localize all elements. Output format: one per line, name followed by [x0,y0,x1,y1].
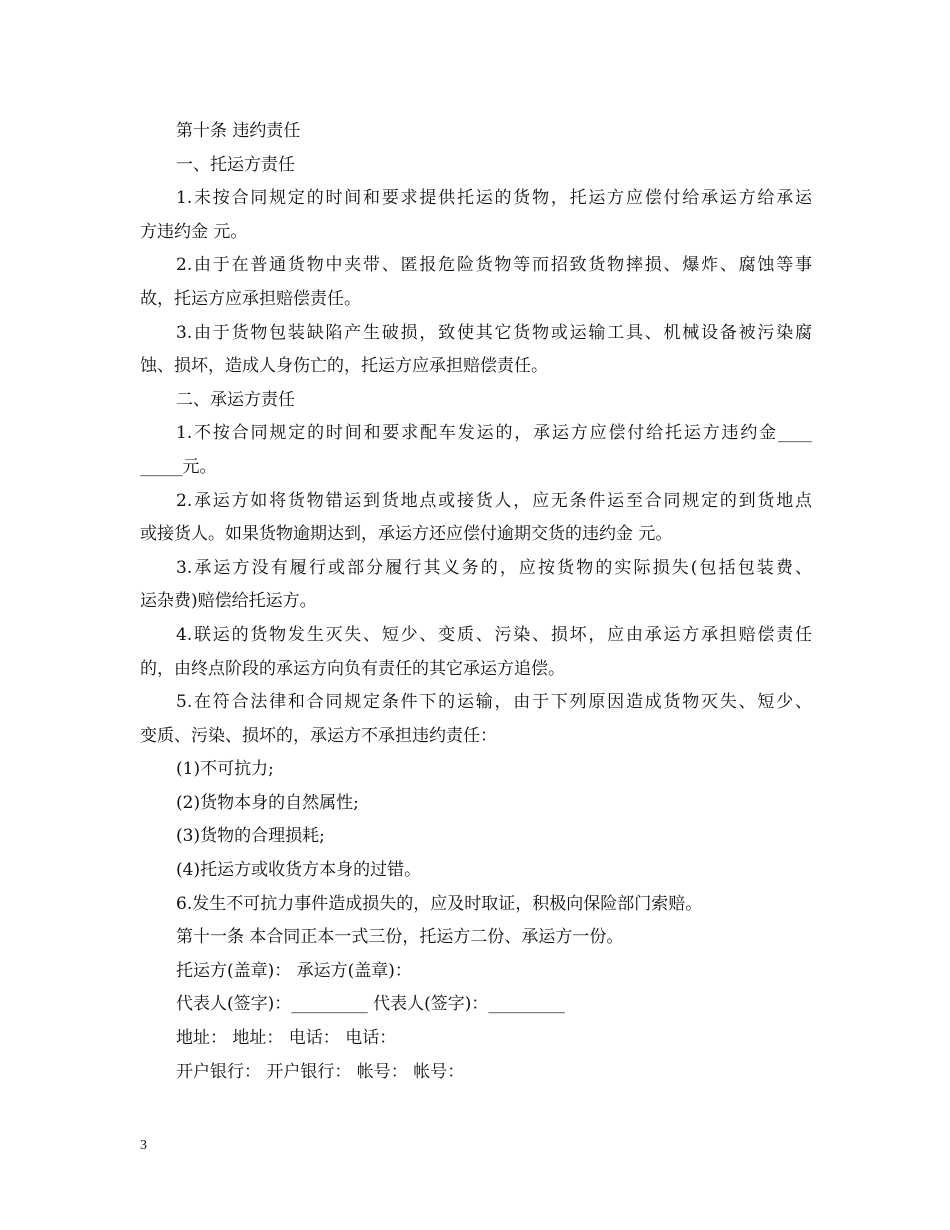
paragraph-line: 4.联运的货物发生灭失、短少、变质、污染、损坏，应由承运方承担赔偿责任 [176,624,812,645]
paragraph-line: 1.未按合同规定的时间和要求提供托运的货物，托运方应偿付给承运方给承运 [176,188,812,209]
section-heading-shipper-liability: 一、托运方责任 [176,154,295,175]
list-item: (1)不可抗力; [176,759,274,780]
document-body [140,115,812,1089]
paragraph-line: 变质、污染、损坏的，承运方不承担违约责任： [140,725,497,746]
page-number: 3 [140,1138,147,1153]
address-phone-line: 地址： 地址： 电话： 电话： [176,1028,397,1049]
section-heading-carrier-liability: 二、承运方责任 [176,389,295,410]
paragraph-line: 2.由于在普通货物中夹带、匿报危险货物等而招致货物摔损、爆炸、腐蚀等事 [176,255,812,276]
list-item: (2)货物本身的自然属性; [176,792,359,813]
paragraph-line: _____元。 [140,456,217,477]
signature-representative-line: 代表人(签字)：_________ 代表人(签字)：_________ [176,994,565,1015]
paragraph-line: 的，由终点阶段的承运方向负有责任的其它承运方追偿。 [140,658,565,679]
paragraph-line: 5.在符合法律和合同规定条件下的运输，由于下列原因造成货物灭失、短少、 [176,692,812,713]
article-10-heading: 第十条 违约责任 [176,121,301,141]
paragraph-line: 方违约金 元。 [140,221,248,242]
paragraph-line: 运杂费)赔偿给托运方。 [140,591,317,612]
paragraph-line: 6.发生不可抗力事件造成损失的，应及时取证，积极向保险部门索赔。 [176,893,703,914]
paragraph-line: 1.不按合同规定的时间和要求配车发运的，承运方应偿付给托运方违约金____ [176,423,812,444]
paragraph-line: 蚀、损坏，造成人身伤亡的，托运方应承担赔偿责任。 [140,356,548,377]
paragraph-line: 3.承运方没有履行或部分履行其义务的，应按货物的实际损失(包括包装费、 [176,557,812,578]
list-item: (3)货物的合理损耗; [176,826,325,847]
signature-seal-line: 托运方(盖章)： 承运方(盖章)： [176,960,412,981]
paragraph-line: 3.由于货物包装缺陷产生破损，致使其它货物或运输工具、机械设备被污染腐 [176,322,812,343]
list-item: (4)托运方或收货方本身的过错。 [176,860,422,881]
paragraph-line: 故，托运方应承担赔偿责任。 [140,288,361,309]
paragraph-line: 2.承运方如将货物错运到货地点或接货人，应无条件运至合同规定的到货地点 [176,490,812,511]
paragraph-line: 或接货人。如果货物逾期达到，承运方还应偿付逾期交货的违约金 元。 [140,524,673,545]
article-11-line: 第十一条 本合同正本一式三份，托运方二份、承运方一份。 [176,927,624,948]
bank-account-line: 开户银行： 开户银行： 帐号： 帐号： [176,1061,465,1082]
